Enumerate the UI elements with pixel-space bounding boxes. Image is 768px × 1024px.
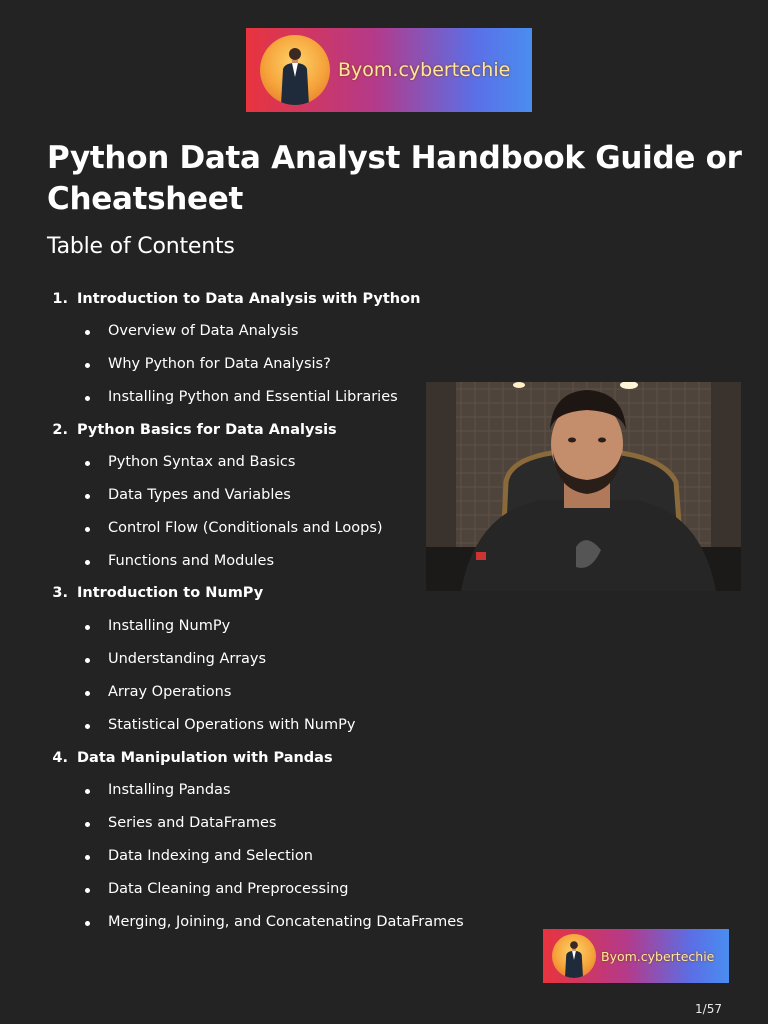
list-item[interactable] [108, 454, 295, 470]
list-item[interactable] [108, 487, 291, 503]
person-icon [561, 938, 587, 978]
brand-name: Byom.cybertechie [338, 59, 511, 81]
toc-section-title: Introduction to Data Analysis with Python [77, 291, 421, 307]
list-item-label: Python Syntax and Basics [108, 454, 296, 470]
bullet-icon [85, 494, 90, 499]
avatar [552, 934, 596, 978]
bullet-icon [85, 921, 90, 926]
bullet-icon [85, 822, 90, 827]
bullet-icon [85, 461, 90, 466]
bullet-icon [85, 888, 90, 893]
bullet-icon [85, 691, 90, 696]
list-item-label: Functions and Modules [108, 553, 275, 569]
bullet-icon [85, 560, 90, 565]
toc-section-title: Python Basics for Data Analysis [77, 422, 337, 438]
list-item[interactable] [108, 520, 383, 536]
list-item[interactable] [108, 389, 398, 405]
list-item-label: Why Python for Data Analysis? [108, 356, 331, 372]
bullet-icon [85, 658, 90, 663]
toc-section-title: Introduction to NumPy [77, 585, 264, 601]
brand-banner-bottom [543, 929, 729, 983]
list-item-label: Statistical Operations with NumPy [108, 717, 356, 733]
bullet-icon [85, 625, 90, 630]
bullet-icon [85, 855, 90, 860]
author-photo [426, 382, 741, 591]
list-item-label: Data Cleaning and Preprocessing [108, 881, 349, 897]
list-item-label: Installing NumPy [108, 618, 231, 634]
bullet-icon [85, 330, 90, 335]
list-item[interactable] [108, 881, 349, 897]
page-title: Python Data Analyst Handbook Guide or Cheatsheet [47, 140, 742, 217]
toc-section-title: Data Manipulation with Pandas [77, 750, 333, 766]
toc-section-number: 2. [52, 422, 68, 438]
toc-section[interactable] [52, 422, 337, 438]
list-item-label: Data Indexing and Selection [108, 848, 313, 864]
person-icon [275, 43, 315, 105]
author-portrait-icon [426, 382, 741, 591]
list-item[interactable] [108, 356, 331, 372]
list-item-label: Series and DataFrames [108, 815, 277, 831]
list-item-label: Installing Python and Essential Libraries [108, 389, 398, 405]
list-item[interactable] [108, 914, 464, 930]
bullet-icon [85, 396, 90, 401]
toc-section-number: 1. [52, 291, 68, 307]
toc-section[interactable] [52, 585, 264, 601]
toc-section-number: 3. [52, 585, 68, 601]
list-item[interactable] [108, 782, 231, 798]
list-item-label: Data Types and Variables [108, 487, 291, 503]
toc-section-number: 4. [52, 750, 68, 766]
bullet-icon [85, 724, 90, 729]
bullet-icon [85, 789, 90, 794]
list-item-label: Overview of Data Analysis [108, 323, 299, 339]
list-item[interactable] [108, 618, 230, 634]
page-number: 1/57 [695, 1002, 722, 1016]
list-item[interactable] [108, 651, 266, 667]
list-item-label: Understanding Arrays [108, 651, 267, 667]
list-item[interactable] [108, 684, 231, 700]
list-item[interactable] [108, 848, 313, 864]
list-item-label: Array Operations [108, 684, 232, 700]
list-item-label: Control Flow (Conditionals and Loops) [108, 520, 383, 536]
list-item[interactable] [108, 323, 298, 339]
list-item[interactable] [108, 717, 355, 733]
bullet-icon [85, 363, 90, 368]
brand-banner-top [246, 28, 532, 112]
brand-name: Byom.cybertechie [601, 948, 715, 964]
toc-heading: Table of Contents [47, 234, 235, 259]
bullet-icon [85, 527, 90, 532]
toc-section[interactable] [52, 291, 421, 307]
avatar [260, 35, 330, 105]
list-item[interactable] [108, 553, 274, 569]
list-item-label: Installing Pandas [108, 782, 231, 798]
list-item[interactable] [108, 815, 276, 831]
list-item-label: Merging, Joining, and Concatenating DataFrames [108, 914, 464, 930]
toc-section[interactable] [52, 750, 333, 766]
